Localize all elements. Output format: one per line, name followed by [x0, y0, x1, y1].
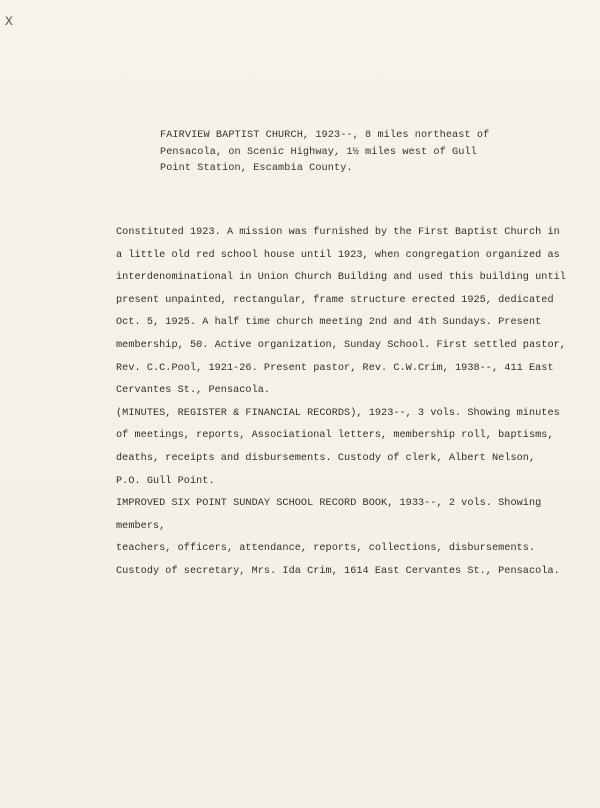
- entry-heading: FAIRVIEW BAPTIST CHURCH, 1923--, 8 miles northeast of Pensacola, on Scenic Highway, 1½ miles west of Gull Point Station, Escambia County.: [160, 130, 490, 174]
- margin-mark: X: [5, 14, 14, 29]
- entry-body: [116, 222, 586, 584]
- history-paragraph: Constituted 1923. A mission was furnished by the First Baptist Church in a little old red school house until 1923, when congregation organized as interdenominational in Union Church Building and used this building until present unpainted, rectangular, frame structure erected 1925, dedicated Oct. 5, 1925. A half time church meeting 2nd and 4th Sundays. Present membership, 50. Active organization, Sunday School. First settled pastor, Rev. C.C.Pool, 1921-26. Present pastor, Rev. C.W.Crim, 1938--, 411 East Cervantes St., Pensacola.: [116, 227, 566, 397]
- sunday-school-records-paragraph: IMPROVED SIX POINT SUNDAY SCHOOL RECORD BOOK, 1933--, 2 vols. Showing members, teachers, officers, attendance, reports, collections, disbursements. Custody of secretary, Mrs. Ida Crim, 1614 East Cervantes St., Pensacola.: [116, 498, 560, 577]
- minutes-records-paragraph: (MINUTES, REGISTER & FINANCIAL RECORDS), 1923--, 3 vols. Showing minutes of meetings, reports, Associational letters, membership roll, baptisms, deaths, receipts and disbursements. Custody of clerk, Albert Nelson, P.O. Gull Point.: [116, 407, 560, 487]
